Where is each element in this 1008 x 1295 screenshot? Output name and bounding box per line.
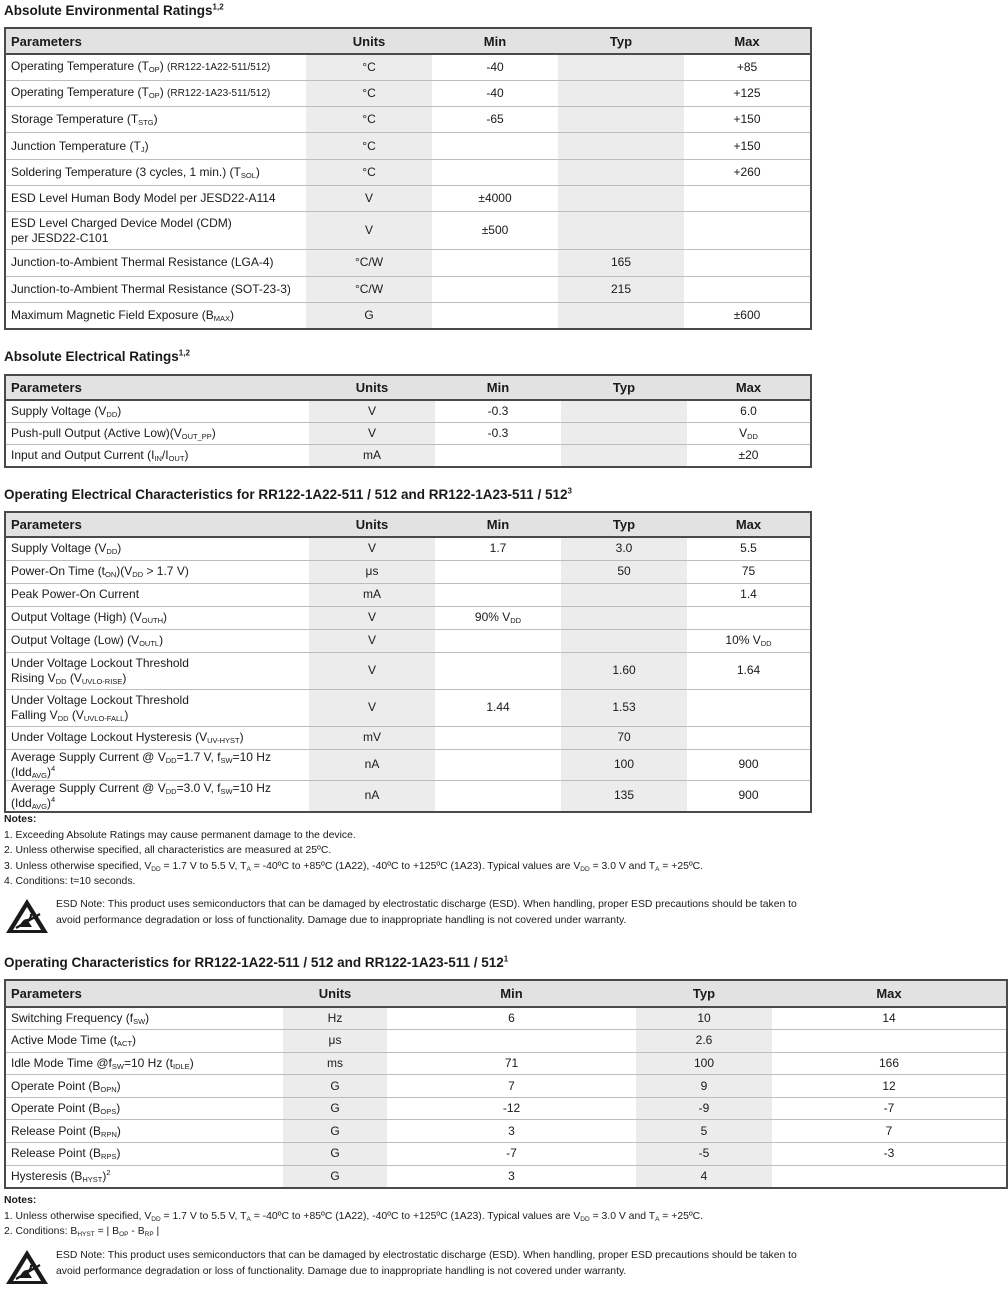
min-cell: [432, 159, 558, 185]
min-cell: -40: [432, 80, 558, 106]
column-header-parameters: Parameters: [5, 980, 283, 1007]
min-cell: [435, 749, 561, 780]
min-cell: 6: [508, 1011, 515, 1026]
note-item: 2. Conditions: $B_{HYST}$ = | $B_{OP} - B_{RP}$ |: [4, 1226, 160, 1238]
table-row: [5, 445, 811, 467]
units-cell: V: [309, 422, 435, 444]
parameter-cell: Storage Temperature $(T_{STG})$: [5, 107, 306, 133]
esd-warning-icon: [4, 1248, 50, 1286]
table-row: [5, 560, 811, 583]
parameter-cell: ESD Level Charged Device Model (CDM) per JESD22-C101: [5, 212, 306, 250]
units-cell: V: [306, 185, 432, 211]
table-row: [5, 185, 811, 211]
typ-cell: 100: [561, 749, 687, 780]
typ-cell: [558, 212, 684, 250]
table-row: [5, 80, 811, 106]
parameter-cell: Supply Voltage $(V_{DD})$: [11, 541, 122, 557]
min-cell: -7: [387, 1143, 636, 1166]
section-title-operating-electrical: Operating Electrical Characteristics for RR122-1A22-511 / 512 and $RR122-1A23-511 / 512^3$: [4, 486, 572, 502]
units-cell: mA: [309, 583, 435, 606]
typ-cell: [561, 583, 687, 606]
table-row: [5, 1075, 1007, 1098]
column-header-min: Min: [435, 512, 561, 537]
table-header-row: [5, 28, 811, 54]
max-cell: [684, 185, 811, 211]
min-cell: [435, 629, 561, 652]
column-header-min: Min: [432, 28, 558, 54]
table-row: [5, 133, 811, 159]
notes-heading: Notes:: [4, 1195, 37, 1206]
units-cell: V: [306, 212, 432, 250]
units-cell: V: [309, 400, 435, 422]
typ-cell: -9: [636, 1097, 772, 1120]
units-cell: G: [306, 302, 432, 328]
operating-electrical-table: [4, 511, 812, 813]
parameter-cell: Output Voltage (High) $(V_{OUTH})$: [5, 606, 309, 629]
typ-cell: [558, 185, 684, 211]
max-cell: ±20: [687, 445, 811, 467]
column-header-units: Units: [306, 28, 432, 54]
table-row: [5, 1030, 1007, 1053]
table-row: [5, 606, 811, 629]
units-cell: G: [283, 1165, 387, 1188]
min-cell: ±4000: [432, 185, 558, 211]
max-cell: 10% $V_{DD}$: [687, 629, 811, 652]
table-row: [5, 726, 811, 749]
parameter-cell: Power-On Time $(t_{ON})(V_{DD} > 1.7$ V): [5, 560, 309, 583]
min-cell: 3: [387, 1165, 636, 1188]
table-row: [5, 159, 811, 185]
table-row: [5, 1120, 1007, 1143]
table-row: [5, 276, 811, 302]
max-cell: +150: [684, 107, 811, 133]
column-header-units: Units: [309, 512, 435, 537]
column-header-max: Max: [684, 28, 811, 54]
max-cell: -7: [772, 1097, 1007, 1120]
min-cell: [432, 276, 558, 302]
parameter-cell: Average Supply Current @ $V_{DD}=3.0$ V, $f_{SW}=10$ Hz $(Idd_{AVG})^4$: [5, 780, 309, 812]
units-cell: °C/W: [306, 250, 432, 276]
max-cell: 900: [687, 780, 811, 812]
units-cell: G: [283, 1143, 387, 1166]
units-cell: V: [309, 652, 435, 689]
units-cell: mA: [309, 445, 435, 467]
note-item: 1. Exceeding Absolute Ratings may cause permanent damage to the device.: [4, 829, 356, 841]
esd-note-1: [4, 897, 810, 937]
max-cell: 12: [772, 1075, 1007, 1098]
max-cell: [684, 276, 811, 302]
units-cell: °C/W: [306, 276, 432, 302]
environmental-ratings-table: [4, 27, 812, 330]
typ-cell: -5: [636, 1143, 772, 1166]
table-row: [5, 629, 811, 652]
min-cell: -0.3: [435, 422, 561, 444]
table-row: [5, 250, 811, 276]
parameter-cell: Operating Temperature $(T_{OP})$ (RR122-1A23-511/512): [5, 80, 306, 106]
notes-heading: Notes:: [4, 814, 37, 825]
notes-list: [4, 828, 810, 890]
units-cell: °C: [306, 107, 432, 133]
parameter-cell: Peak Power-On Current: [5, 583, 309, 606]
max-cell: +260: [684, 159, 811, 185]
parameter-cell: Input and Output Current $(I_{IN}/I_{OUT})$: [5, 445, 309, 467]
max-cell: ±600: [684, 302, 811, 328]
column-header-typ: Typ: [561, 375, 687, 400]
typ-cell: 215: [558, 276, 684, 302]
min-cell: [435, 780, 561, 812]
esd-warning-icon: [4, 897, 50, 935]
table-row: [5, 1007, 1007, 1030]
units-cell: G: [283, 1120, 387, 1143]
max-cell: 1.4: [687, 583, 811, 606]
parameter-cell: Operate Point $(B_{OPS})$: [5, 1097, 283, 1120]
notes-list: [4, 1209, 810, 1240]
parameter-cell: Under Voltage Lockout Threshold Rising $V_{DD}$ $(V_{UVLO-RISE})$: [5, 652, 309, 689]
notes-section-1: [4, 812, 810, 890]
table-row: [5, 107, 811, 133]
typ-cell: 50: [561, 560, 687, 583]
min-cell: [432, 250, 558, 276]
typ-cell: 2.6: [636, 1030, 772, 1053]
min-cell: [435, 652, 561, 689]
min-cell: -12: [387, 1097, 636, 1120]
table-row: [5, 583, 811, 606]
min-cell: ±500: [432, 212, 558, 250]
units-cell: Hz: [283, 1007, 387, 1030]
max-cell: 6.0: [740, 403, 757, 418]
min-cell: 1.44: [435, 689, 561, 726]
section-title-environmental: Absolute Environmental Ratings$^{1,2}$: [4, 2, 224, 18]
units-cell: G: [283, 1075, 387, 1098]
typ-cell: [561, 445, 687, 467]
typ-cell: 5: [636, 1120, 772, 1143]
max-cell: 166: [772, 1052, 1007, 1075]
column-header-max: Max: [687, 512, 811, 537]
max-cell: 5.5: [740, 541, 757, 556]
typ-cell: 3.0: [561, 537, 687, 560]
parameter-cell: Under Voltage Lockout Threshold Falling $V_{DD}$ $(V_{UVLO-FALL})$: [5, 689, 309, 726]
units-cell: V: [309, 689, 435, 726]
units-cell: μs: [309, 560, 435, 583]
max-cell: 75: [687, 560, 811, 583]
parameter-cell: ESD Level Human Body Model per JESD22-A114: [5, 185, 306, 211]
units-cell: nA: [309, 749, 435, 780]
column-header-min: Min: [387, 980, 636, 1007]
table-row: [5, 422, 811, 444]
table-row: [5, 400, 811, 422]
min-cell: [432, 302, 558, 328]
table-row: [5, 1165, 1007, 1188]
column-header-typ: Typ: [558, 28, 684, 54]
column-header-typ: Typ: [561, 512, 687, 537]
min-cell: -40: [486, 59, 504, 74]
typ-cell: [558, 107, 684, 133]
table-row: [5, 212, 811, 250]
parameter-cell: Junction Temperature $(T_J)$: [5, 133, 306, 159]
max-cell: 900: [687, 749, 811, 780]
min-cell: 71: [387, 1052, 636, 1075]
min-cell: [435, 560, 561, 583]
column-header-units: Units: [309, 375, 435, 400]
max-cell: [684, 212, 811, 250]
typ-cell: 100: [636, 1052, 772, 1075]
typ-cell: [558, 54, 684, 80]
column-header-typ: Typ: [636, 980, 772, 1007]
column-header-min: Min: [435, 375, 561, 400]
typ-cell: [561, 629, 687, 652]
units-cell: ms: [283, 1052, 387, 1075]
units-cell: °C: [306, 133, 432, 159]
table-header-row: [5, 375, 811, 400]
min-cell: 7: [387, 1075, 636, 1098]
min-cell: -0.3: [487, 403, 509, 418]
max-cell: +85: [736, 59, 758, 74]
parameter-cell: Active Mode Time $(t_{ACT})$: [5, 1030, 283, 1053]
esd-note-2: [4, 1248, 810, 1288]
typ-cell: [561, 606, 687, 629]
max-cell: -3: [772, 1143, 1007, 1166]
max-cell: [684, 250, 811, 276]
typ-cell: 9: [636, 1075, 772, 1098]
parameter-cell: Release Point $(B_{RPN})$: [5, 1120, 283, 1143]
max-cell: +150: [684, 133, 811, 159]
units-cell: °C: [306, 80, 432, 106]
typ-cell: [558, 159, 684, 185]
table-row: [5, 537, 811, 560]
parameter-cell: Hysteresis $(B_{HYST})^2$: [5, 1165, 283, 1188]
parameter-cell: Idle Mode Time $@f_{SW}=10$ Hz $(t_{IDLE})$: [5, 1052, 283, 1075]
max-cell: [772, 1030, 1007, 1053]
units-cell: V: [309, 537, 435, 560]
typ-cell: 1.60: [561, 652, 687, 689]
notes-section-2: [4, 1193, 810, 1240]
min-cell: [435, 726, 561, 749]
units-cell: μs: [283, 1030, 387, 1053]
table-row: [5, 302, 811, 328]
max-cell: $V_{DD}$: [687, 422, 811, 444]
electrical-ratings-table: [4, 374, 812, 468]
table-row: [5, 780, 811, 812]
table-row: [5, 1097, 1007, 1120]
parameter-cell: Switching Frequency $(f_{SW})$: [11, 1011, 150, 1027]
max-cell: [687, 726, 811, 749]
min-cell: [435, 583, 561, 606]
typ-cell: [561, 422, 687, 444]
units-cell: V: [309, 629, 435, 652]
column-header-parameters: Parameters: [5, 28, 306, 54]
parameter-cell: Maximum Magnetic Field Exposure $(B_{MAX})$: [5, 302, 306, 328]
min-cell: 3: [387, 1120, 636, 1143]
typ-cell: 135: [561, 780, 687, 812]
units-cell: °C: [306, 54, 432, 80]
units-cell: V: [309, 606, 435, 629]
typ-cell: [558, 302, 684, 328]
table-header-row: [5, 980, 1007, 1007]
parameter-cell: Release Point $(B_{RPS})$: [5, 1143, 283, 1166]
parameter-cell: Junction-to-Ambient Thermal Resistance (SOT-23-3): [5, 276, 306, 302]
max-cell: 7: [772, 1120, 1007, 1143]
table-row: [5, 689, 811, 726]
table-row: [5, 749, 811, 780]
operating-characteristics-table: [4, 979, 1008, 1189]
typ-cell: 1.53: [561, 689, 687, 726]
parameter-cell: Operating Temperature $(T_{OP})$ (RR122-1A22-511/512): [11, 59, 271, 75]
max-cell: [687, 606, 811, 629]
min-cell: [387, 1030, 636, 1053]
column-header-parameters: Parameters: [5, 512, 309, 537]
table-row: [5, 54, 811, 80]
parameter-cell: Junction-to-Ambient Thermal Resistance (LGA-4): [5, 250, 306, 276]
table-row: [5, 1143, 1007, 1166]
esd-note-text: ESD Note: This product uses semiconductors that can be damaged by electrostatic discharge (ESD). When handling, proper ESD precautions should be taken to avoid performance degradation or loss of functionality. Damage due to inappropriate handling is not covered under warranty.: [56, 899, 797, 926]
max-cell: 1.64: [687, 652, 811, 689]
min-cell: 90% $V_{DD}$: [435, 606, 561, 629]
typ-cell: [561, 400, 687, 422]
typ-cell: 165: [558, 250, 684, 276]
column-header-units: Units: [283, 980, 387, 1007]
table-row: [5, 1052, 1007, 1075]
table-row: [5, 652, 811, 689]
typ-cell: 10: [636, 1007, 772, 1030]
parameter-cell: Soldering Temperature (3 cycles, 1 min.) $(T_{SOL})$: [5, 159, 306, 185]
parameter-cell: Under Voltage Lockout Hysteresis $(V_{UV-HYST})$: [5, 726, 309, 749]
note-item: 4. Conditions: t=10 seconds.: [4, 876, 136, 887]
typ-cell: [558, 80, 684, 106]
section-title-electrical: Absolute Electrical Ratings$^{1,2}$: [4, 348, 190, 364]
esd-note-text: ESD Note: This product uses semiconductors that can be damaged by electrostatic discharge (ESD). When handling, proper ESD precautions should be taken to avoid performance degradation or loss of functionality. Damage due to inappropriate handling is not covered under warranty.: [56, 1250, 797, 1277]
parameter-cell: Output Voltage (Low) $(V_{OUTL})$: [5, 629, 309, 652]
column-header-parameters: Parameters: [5, 375, 309, 400]
parameter-cell: Average Supply Current @ $V_{DD}=1.7$ V, $f_{SW}=10$ Hz $(Idd_{AVG})^4$: [5, 749, 309, 780]
max-cell: 14: [882, 1011, 896, 1026]
section-title-operating-characteristics: Operating Characteristics for RR122-1A22-511 / 512 and $RR122-1A23-511 / 512^1$: [4, 954, 509, 970]
parameter-cell: Push-pull Output (Active $Low)(V_{OUT\_PP})$: [5, 422, 309, 444]
min-cell: 1.7: [489, 541, 507, 556]
units-cell: °C: [306, 159, 432, 185]
min-cell: -65: [432, 107, 558, 133]
min-cell: [435, 445, 561, 467]
parameter-cell: Supply Voltage $(V_{DD})$: [11, 403, 122, 419]
note-item: 2. Unless otherwise specified, all characteristics are measured at 25ºC.: [4, 845, 332, 856]
units-cell: G: [283, 1097, 387, 1120]
typ-cell: [558, 133, 684, 159]
typ-cell: 70: [561, 726, 687, 749]
max-cell: +125: [684, 80, 811, 106]
parameter-cell: Operate Point $(B_{OPN})$: [5, 1075, 283, 1098]
table-header-row: [5, 512, 811, 537]
units-cell: mV: [309, 726, 435, 749]
min-cell: [432, 133, 558, 159]
typ-cell: 4: [636, 1165, 772, 1188]
max-cell: [772, 1165, 1007, 1188]
column-header-max: Max: [687, 375, 811, 400]
note-item: 1. Unless otherwise specified, $V_{DD} = 1.7$ V to 5.5 V, $T_A$ = -40ºC to +85ºC (1A22), -40ºC to +125ºC (1A23). Typical values are $V_{DD} = 3.0$ V and $T_A$ = +25ºC.: [4, 1210, 704, 1223]
column-header-max: Max: [772, 980, 1007, 1007]
note-item: 3. Unless otherwise specified, $V_{DD} = 1.7$ V to 5.5 V, $T_A$ = -40ºC to +85ºC (1A22), -40ºC to +125ºC (1A23). Typical values are $V_{DD} = 3.0$ V and $T_A$ = +25ºC.: [4, 860, 704, 873]
units-cell: nA: [309, 780, 435, 812]
max-cell: [687, 689, 811, 726]
